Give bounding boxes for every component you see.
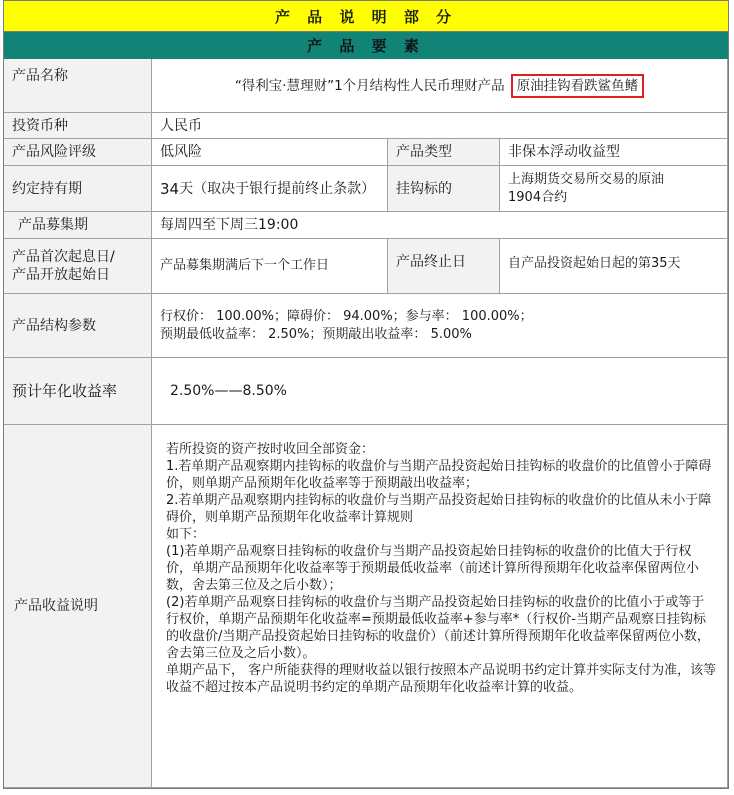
value-end-date: 自产品投资起始日起的第35天	[500, 239, 728, 294]
section-title-banner: 产 品 说 明 部 分	[4, 1, 728, 32]
description-line: 若所投资的资产按时收回全部资金：	[166, 442, 375, 457]
label-end-date: 产品终止日	[388, 239, 500, 294]
holding-days: 34	[160, 179, 180, 198]
params-line-1: 行权价： 100.00%；障碍价： 94.00%；参与率： 100.00%；	[160, 308, 533, 324]
label-collection-period: 产品募集期	[4, 212, 152, 239]
start-date-label-line-1: 产品首次起息日/	[12, 249, 115, 265]
description-line: 2.若单期产品观察期内挂钩标的收盘价与当期产品投资起始日挂钩标的收盘价的比值从未小于障碍价，则单期产品预期年化收益率计算规则	[166, 493, 712, 525]
value-risk-rating: 低风险	[152, 139, 388, 166]
holding-days-note: 天（取决于银行提前终止条款）	[179, 180, 376, 197]
label-currency: 投资币种	[4, 113, 152, 139]
subsection-title-banner: 产 品 要 素	[4, 32, 728, 60]
description-line: 1.若单期产品观察期内挂钩标的收盘价与当期产品投资起始日挂钩标的收盘价的比值曾小于障碍价，则单期产品预期年化收益率等于预期敲出收益率；	[166, 459, 712, 491]
value-start-date: 产品募集期满后下一个工作日	[152, 239, 388, 294]
value-product-name	[152, 59, 728, 113]
value-product-type: 非保本浮动收益型	[500, 139, 728, 166]
label-start-date	[4, 239, 152, 294]
product-name-highlight: 原油挂钩看跌鲨鱼鳍	[511, 74, 645, 98]
description-line: 单期产品下， 客户所能获得的理财收益以银行按照本产品说明书约定计算并实际支付为准，该等收益不超过按本产品说明书约定的单期产品预期年化收益率计算的收益。	[166, 663, 717, 695]
label-linked-asset: 挂钩标的	[388, 166, 500, 212]
value-return-description	[152, 425, 728, 788]
start-date-label-line-2: 产品开放起始日	[12, 267, 110, 283]
linked-asset-line-2: 1904合约	[508, 189, 568, 205]
label-expected-yield: 预计年化收益率	[4, 358, 152, 425]
value-expected-yield: 2.50%——8.50%	[152, 358, 728, 425]
value-linked-asset	[500, 166, 728, 212]
label-holding-period: 约定持有期	[4, 166, 152, 212]
value-holding-period	[152, 166, 388, 212]
product-name-text: “得利宝·慧理财”1个月结构性人民币理财产品	[234, 77, 505, 94]
value-currency: 人民币	[152, 113, 728, 139]
linked-asset-line-1: 上海期货交易所交易的原油	[508, 171, 665, 187]
label-product-name: 产品名称	[4, 59, 152, 113]
product-spec-document	[3, 0, 729, 789]
label-risk-rating: 产品风险评级	[4, 139, 152, 166]
params-line-2: 预期最低收益率： 2.50%；预期敲出收益率： 5.00%	[160, 326, 472, 342]
description-line: 如下：	[166, 527, 206, 542]
description-line: (2)若单期产品观察日挂钩标的收盘价与当期产品投资起始日挂钩标的收盘价的比值小于或等于行权价，单期产品预期年化收益率=预期最低收益率+参与率*（行权价-当期产品观察日挂钩标的收盘价/当期产品投资起始日挂钩标的收盘价）（前述计算所得预期年化收益率保留两位小数，舍去第三位及之后小数）。	[166, 595, 710, 661]
value-structure-params	[152, 294, 728, 358]
description-line: (1)若单期产品观察日挂钩标的收盘价与当期产品投资起始日挂钩标的收盘价的比值大于行权价，单期产品预期年化收益率等于预期最低收益率（前述计算所得预期年化收益率保留两位小数，舍去第三位及之后小数）；	[166, 544, 700, 593]
label-return-description: 产品收益说明	[4, 425, 152, 788]
value-collection-period: 每周四至下周三19:00	[152, 212, 728, 239]
label-structure-params: 产品结构参数	[4, 294, 152, 358]
label-product-type: 产品类型	[388, 139, 500, 166]
